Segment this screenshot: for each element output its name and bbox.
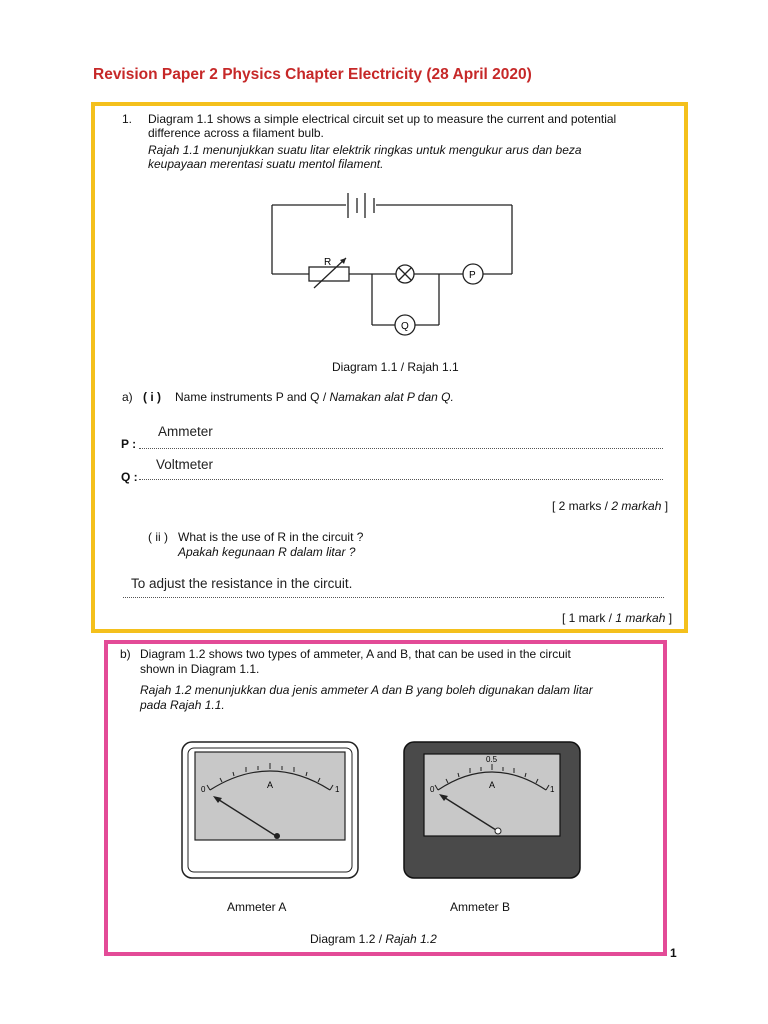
ammeter-a-unit: A (267, 780, 274, 790)
label-r: R (324, 257, 332, 268)
question-intro-ms-line2: keupayaan merentasi suatu mentol filament. (148, 157, 384, 171)
question-a-ii-en: What is the use of R in the circuit ? (178, 530, 364, 544)
marks-2-ms: 2 markah (611, 499, 662, 513)
answer-line-p (139, 448, 663, 449)
question-a-i (175, 390, 454, 405)
ammeter-b-tick-1: 1 (550, 785, 555, 794)
label-q: Q (401, 321, 409, 332)
question-a-i-ms: Namakan alat P dan Q. (329, 390, 454, 404)
answer-a-ii: To adjust the resistance in the circuit. (131, 576, 353, 591)
question-number: 1. (122, 112, 133, 126)
ammeter-b-tick-0: 0 (430, 785, 435, 794)
marks-1 (562, 611, 672, 626)
question-intro-ms-line1: Rajah 1.1 menunjukkan suatu litar elektrik ringkas untuk mengukur arus dan beza (148, 143, 582, 157)
marks-1-close: ] (665, 611, 673, 625)
diagram-1-2-caption-ms: Rajah 1.2 (385, 932, 437, 946)
label-q-answer: Q : (121, 470, 138, 484)
part-b-en-line1: Diagram 1.2 shows two types of ammeter, A and B, that can be used in the circuit (140, 647, 571, 661)
marks-1-open: [ 1 mark / (562, 611, 616, 625)
diagram-1-1-caption: Diagram 1.1 / Rajah 1.1 (332, 360, 459, 374)
part-b-en-line2: shown in Diagram 1.1. (140, 662, 260, 676)
ammeter-b-tick-mid: 0.5 (486, 755, 498, 764)
part-i-label: ( i ) (143, 390, 161, 404)
question-intro-en-line2: difference across a filament bulb. (148, 126, 324, 140)
question-a-ii-ms: Apakah kegunaan R dalam litar ? (178, 545, 356, 559)
ammeter-b-unit: A (489, 780, 496, 790)
ammeter-a-tick-0: 0 (201, 785, 206, 794)
marks-1-ms: 1 markah (615, 611, 666, 625)
circuit-diagram (262, 178, 522, 338)
ammeter-b-pivot (495, 828, 501, 834)
marks-2 (552, 499, 668, 514)
answer-line-q (139, 479, 663, 480)
answer-p: Ammeter (158, 424, 213, 439)
ammeter-a-pivot (274, 833, 280, 839)
marks-2-close: ] (661, 499, 669, 513)
label-p-answer: P : (121, 437, 137, 451)
question-intro-en-line1: Diagram 1.1 shows a simple electrical circuit set up to measure the current and potential (148, 112, 617, 126)
ammeter-a-caption: Ammeter A (227, 900, 287, 914)
part-b-ms-line1: Rajah 1.2 menunjukkan dua jenis ammeter A dan B yang boleh digunakan dalam litar (140, 683, 593, 697)
page-title: Revision Paper 2 Physics Chapter Electricity (28 April 2020) (93, 66, 532, 83)
part-b-ms-line2: pada Rajah 1.1. (140, 698, 225, 712)
question-a-i-en: Name instruments P and Q / (175, 390, 330, 404)
label-p: P (469, 270, 476, 281)
answer-q: Voltmeter (156, 457, 214, 472)
part-a-label: a) (122, 390, 133, 404)
answer-line-a-ii (123, 597, 664, 598)
ammeter-b (402, 740, 582, 880)
ammeter-b-caption: Ammeter B (450, 900, 511, 914)
marks-2-open: [ 2 marks / (552, 499, 612, 513)
diagram-1-2-caption (310, 932, 437, 947)
part-ii-label: ( ii ) (148, 530, 168, 544)
ammeter-a (180, 740, 360, 880)
page-number: 1 (670, 946, 677, 960)
diagram-1-2-caption-en: Diagram 1.2 / (310, 932, 386, 946)
ammeter-a-tick-1: 1 (335, 785, 340, 794)
part-b-label: b) (120, 647, 131, 661)
